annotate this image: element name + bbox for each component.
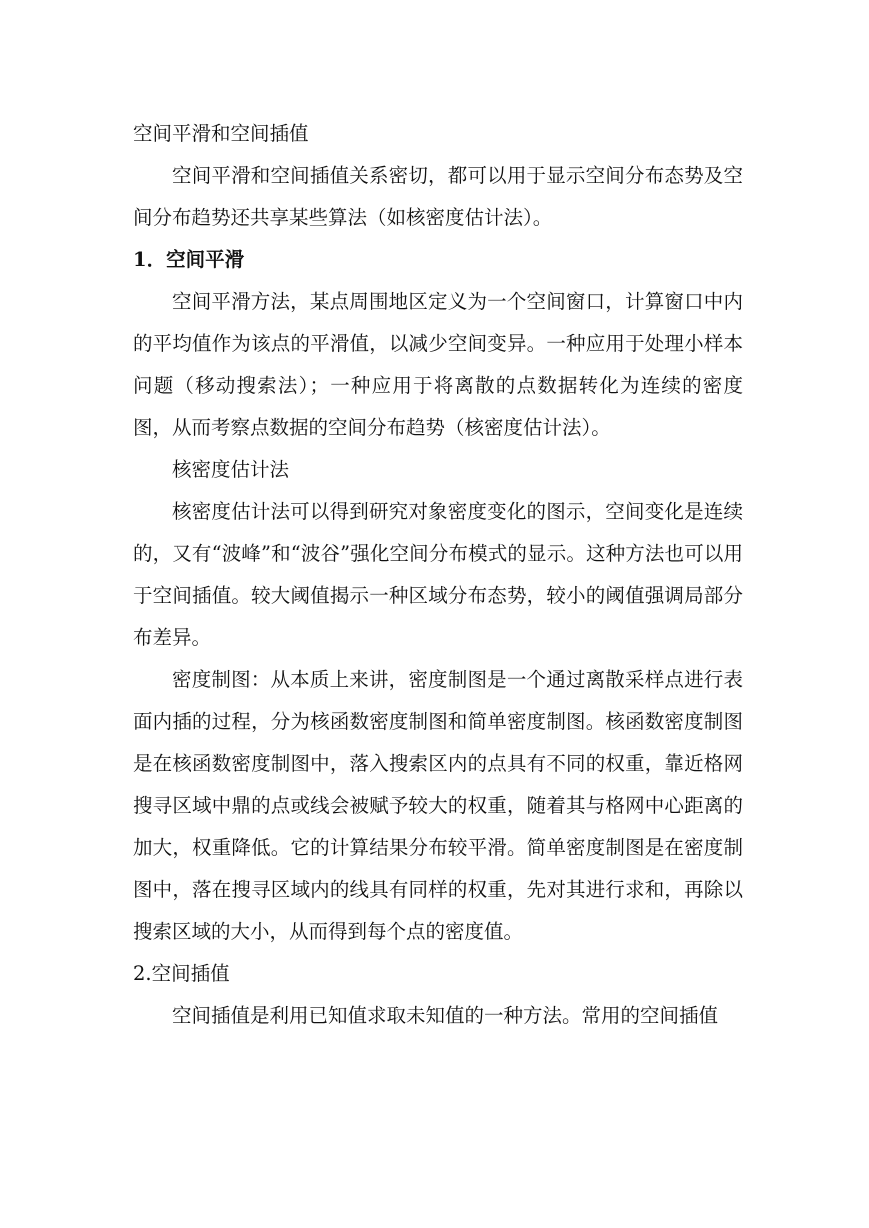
kde-subheading: 核密度估计法: [172, 458, 290, 481]
density-mapping-paragraph: 密度制图：从本质上来讲，密度制图是一个通过离散采样点进行表面内插的过程，分为核函数密度制图和简单密度制图。核函数密度制图是在核函数密度制图中，落入搜索区内的点具有不同的权重，靠近格网搜寻区域中鼎的点或线会被赋予较大的权重，随着其与格网中心距离的加大，权重降低。它的计算结果分布较平滑。简单密度制图是在密度制图中，落在搜寻区域内的线具有同样的权重，先对其进行求和，再除以搜索区域的大小，从而得到每个点的密度值。: [133, 668, 743, 943]
section-2-heading: 2.空间插值: [133, 962, 230, 985]
document-title: 空间平滑和空间插值: [133, 122, 309, 145]
spatial-interpolation-paragraph: 空间插值是利用已知值求取未知值的一种方法。常用的空间插值: [172, 1004, 719, 1027]
section-1-heading: 1．空间平滑: [133, 248, 245, 271]
kde-paragraph: 核密度估计法可以得到研究对象密度变化的图示，空间变化是连续的，又有“波峰”和“波谷”强化空间分布模式的显示。这种方法也可以用于空间插值。较大阈值揭示一种区域分布态势，较小的阈值强调局部分布差异。: [133, 500, 743, 649]
spatial-smoothing-paragraph: 空间平滑方法，某点周围地区定义为一个空间窗口，计算窗口中内的平均值作为该点的平滑值，以减少空间变异。一种应用于处理小样本问题（移动搜索法）；一种应用于将离散的点数据转化为连续的密度图，从而考察点数据的空间分布趋势（核密度估计法）。: [133, 290, 743, 439]
document-body: [133, 113, 743, 1037]
intro-paragraph: 空间平滑和空间插值关系密切，都可以用于显示空间分布态势及空间分布趋势还共享某些算法（如核密度估计法）。: [133, 164, 743, 229]
